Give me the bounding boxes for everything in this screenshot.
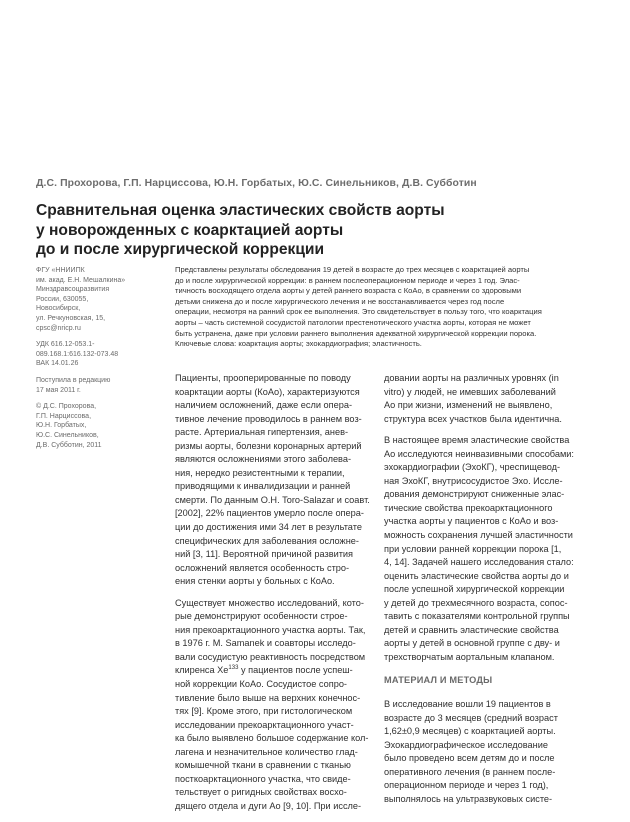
text-line: 4, 14]. Задачей нашего исследования стало: bbox=[384, 557, 574, 568]
paragraph bbox=[384, 698, 606, 806]
text-line: ения стенки аорты у больных с КоАо. bbox=[175, 576, 335, 587]
title-line: до и после хирургической коррекции bbox=[36, 241, 325, 258]
affiliation-line: ул. Речкуновская, 15, bbox=[36, 314, 106, 322]
text-line: участка аорты у пациентов с КоАо и воз- bbox=[384, 516, 559, 527]
text-line: выполнялось на ультразвуковых систе- bbox=[384, 793, 553, 804]
text-line: после успешной хирургической коррекции bbox=[384, 584, 565, 595]
text-line: структура всех участков была идентична. bbox=[384, 413, 562, 424]
article-title bbox=[36, 201, 596, 260]
classification-codes bbox=[36, 340, 156, 369]
paragraph bbox=[384, 434, 606, 664]
abstract-line: аорты – часть системной сосудистой патологии престенотического участка аорты, которая не может bbox=[175, 317, 531, 327]
text-line: тельствует о ригидных свойствах восхо- bbox=[175, 787, 347, 798]
text-line: В настоящее время эластические свойства bbox=[384, 435, 570, 446]
abstract-line: тичность восходящего отдела аорты у детей раннего возраста с КоАо, в сравнении со здоровыми bbox=[175, 286, 522, 296]
copyright bbox=[36, 402, 156, 450]
affiliation bbox=[36, 266, 156, 333]
text-line: тивное лечение проводилось в раннем воз- bbox=[175, 413, 362, 424]
text-line: Пациенты, прооперированные по поводу bbox=[175, 373, 351, 383]
text-line: Ао исследуются неинвазивными способами: bbox=[384, 448, 574, 459]
text-line: детей и сравнить эластические свойства bbox=[384, 624, 559, 635]
text-line: ная ЭхоКГ, внутрисосудистое Эхо. Иссле- bbox=[384, 475, 563, 486]
text-line: посткоарктационного участка, что свиде- bbox=[175, 773, 351, 784]
text-line: осложнений является особенность стро- bbox=[175, 562, 350, 573]
text-line: аорты у детей в основной группе с дву- и bbox=[384, 638, 560, 649]
text-line: было проведено всем детям до и после bbox=[384, 753, 555, 764]
text-line: Существует множество исследований, кото- bbox=[175, 597, 364, 608]
text-line: комышечной ткани в сравнении с тканью bbox=[175, 760, 351, 771]
text-line: при условии ранней коррекции порока [1, bbox=[384, 543, 562, 554]
paragraph bbox=[175, 597, 390, 814]
text-line: операционном периоде и через 1 год), bbox=[384, 780, 549, 791]
text-line: тавить с показателями контрольной группы bbox=[384, 611, 570, 622]
text-line: довании аорты на различных уровнях (in bbox=[384, 373, 559, 383]
text-line: эхокардиографии (ЭхоКГ), чреспищевод- bbox=[384, 462, 561, 473]
text-line: ний [3, 11]. Вероятной причиной развития bbox=[175, 549, 354, 560]
affiliation-email: cpsc@nricp.ru bbox=[36, 324, 81, 332]
text-line: ции до достижения ими 34 лет в результате bbox=[175, 522, 362, 533]
code-line: УДК 616.12-053.1- bbox=[36, 341, 95, 349]
text-line: исследовании прекоарктационного участ- bbox=[175, 719, 354, 730]
abstract-line: быть устранена, даже при условии раннего выполнения адекватной хирургической коррекции порока. bbox=[175, 328, 537, 338]
title-line: у новорожденных с коарктацией аорты bbox=[36, 221, 344, 239]
text-line: ния прекоарктационного участка аорты. Так, bbox=[175, 624, 366, 635]
received-date bbox=[36, 376, 156, 395]
text-line: В исследование вошли 19 пациентов в bbox=[384, 699, 551, 710]
keywords: Ключевые слова: коарктация аорты; эхокардиография; эластичность. bbox=[175, 339, 422, 349]
text-line: возрасте до 3 месяцев (средний возраст bbox=[384, 712, 558, 723]
sidebar-info bbox=[36, 266, 156, 457]
abstract-line: Представлены результаты обследования 19 детей в возрасте до трех месяцев с коарктацией аорты bbox=[175, 265, 530, 274]
section-heading: МАТЕРИАЛ И МЕТОДЫ bbox=[384, 675, 493, 686]
abstract-line: детьми снижена до и после хирургического лечения и не восстанавливается через год после bbox=[175, 296, 505, 306]
text-line: ка было выявлено большое содержание кол- bbox=[175, 733, 369, 744]
text-line: расте. Артериальная гипертензия, анев- bbox=[175, 427, 349, 438]
text-line: оперативного лечения (в раннем после- bbox=[384, 766, 556, 777]
affiliation-line: Минздравсоцразвития bbox=[36, 286, 110, 294]
affiliation-line: им. акад. Е.Н. Мешалкина» bbox=[36, 276, 126, 284]
text-line: являются осложнениями этого заболева- bbox=[175, 454, 352, 465]
text-line: в 1976 г. M. Samanek и соавторы исследо- bbox=[175, 638, 356, 649]
code-line: 089.168.1:616.132-073.48 bbox=[36, 350, 119, 358]
text-line: специфических для заболевания осложне- bbox=[175, 535, 359, 546]
affiliation-line: России, 630055, bbox=[36, 295, 89, 303]
text-fragment: клиренса Xe bbox=[175, 665, 229, 676]
text-line: смерти. По данным О.Н. Toro-Salazar и соавт. bbox=[175, 494, 370, 505]
body-column-left bbox=[175, 372, 390, 822]
text-fragment: у пациентов после успеш- bbox=[238, 665, 353, 676]
abstract-line: операции, несмотря на ранний срок ее выполнения. Это свидетельствует в пользу того, что коарктация bbox=[175, 307, 542, 317]
text-line: оценить эластические свойства аорты до и bbox=[384, 570, 569, 581]
text-line: можность сохранения лучшей эластичности bbox=[384, 530, 573, 541]
text-line: тивление было выше на верхних конечнос- bbox=[175, 692, 361, 703]
copyright-line: © Д.С. Прохорова, bbox=[36, 403, 97, 411]
copyright-line: Ю.С. Синельников, bbox=[36, 431, 99, 439]
copyright-line: Д.В. Субботин, 2011 bbox=[36, 441, 102, 449]
body-column-right bbox=[384, 372, 606, 814]
copyright-line: Ю.Н. Горбатых, bbox=[36, 422, 87, 430]
text-line: наличием осложнений, даже если опера- bbox=[175, 400, 353, 411]
abstract bbox=[175, 265, 605, 350]
text-line: коарктации аорты (КоАо), характеризуются bbox=[175, 386, 360, 397]
affiliation-line: ФГУ «ННИИПК bbox=[36, 267, 85, 274]
text-line: приводящими к инвалидизации и ранней bbox=[175, 481, 351, 492]
text-line: тические свойства прекоарктационного bbox=[384, 502, 553, 513]
text-line: 1,62±0,9 месяцев) с коарктацией аорты. bbox=[384, 726, 556, 737]
text-line: ной коррекции КоАо. Сосудистое сопро- bbox=[175, 679, 347, 690]
received-line: Поступила в редакцию bbox=[36, 376, 111, 384]
text-line: рые демонстрируют особенности строе- bbox=[175, 611, 348, 622]
text-line: Ао при жизни, изменений не выявлено, bbox=[384, 400, 553, 411]
paragraph bbox=[384, 372, 606, 426]
text-line: тях [9]. Кроме этого, при гистологическом bbox=[175, 706, 353, 717]
text-line: дования демонстрируют сниженные элас- bbox=[384, 489, 565, 500]
text-line: vitro) у людей, не имевших заболеваний bbox=[384, 386, 556, 397]
code-line: ВАК 14.01.26 bbox=[36, 360, 79, 368]
copyright-line: Г.П. Нарциссова, bbox=[36, 412, 92, 420]
title-line: Сравнительная оценка эластических свойств аорты bbox=[36, 202, 445, 219]
text-line: у детей до трехмесячного возраста, сопос- bbox=[384, 597, 568, 608]
text-line: Эхокардиографическое исследование bbox=[384, 739, 548, 750]
text-line: [2002], 22% пациентов умерло после опера- bbox=[175, 508, 364, 519]
affiliation-line: Новосибирск, bbox=[36, 305, 81, 313]
authors: Д.С. Прохорова, Г.П. Нарциссова, Ю.Н. Горбатых, Ю.С. Синельников, Д.В. Субботин bbox=[36, 178, 477, 189]
text-line bbox=[175, 664, 390, 678]
text-line: ризмы аорты, болезни коронарных артерий bbox=[175, 440, 362, 451]
abstract-line: до и после хирургической коррекции: в раннем послеоперационном периоде и через 1 год. Элас- bbox=[175, 275, 520, 285]
paragraph bbox=[175, 372, 390, 589]
text-line: лагена и незначительное количество глад- bbox=[175, 746, 358, 757]
text-line: дящего отдела и дуги Ао [9, 10]. При иссле- bbox=[175, 800, 362, 811]
superscript: 133 bbox=[228, 665, 239, 672]
text-line: трехстворчатым аортальным клапаном. bbox=[384, 651, 555, 662]
text-line: ния, нередко резистентными к терапии, bbox=[175, 467, 345, 478]
received-line: 17 мая 2011 г. bbox=[36, 386, 81, 394]
text-line: вали сосудистую реактивность посредством bbox=[175, 651, 366, 662]
